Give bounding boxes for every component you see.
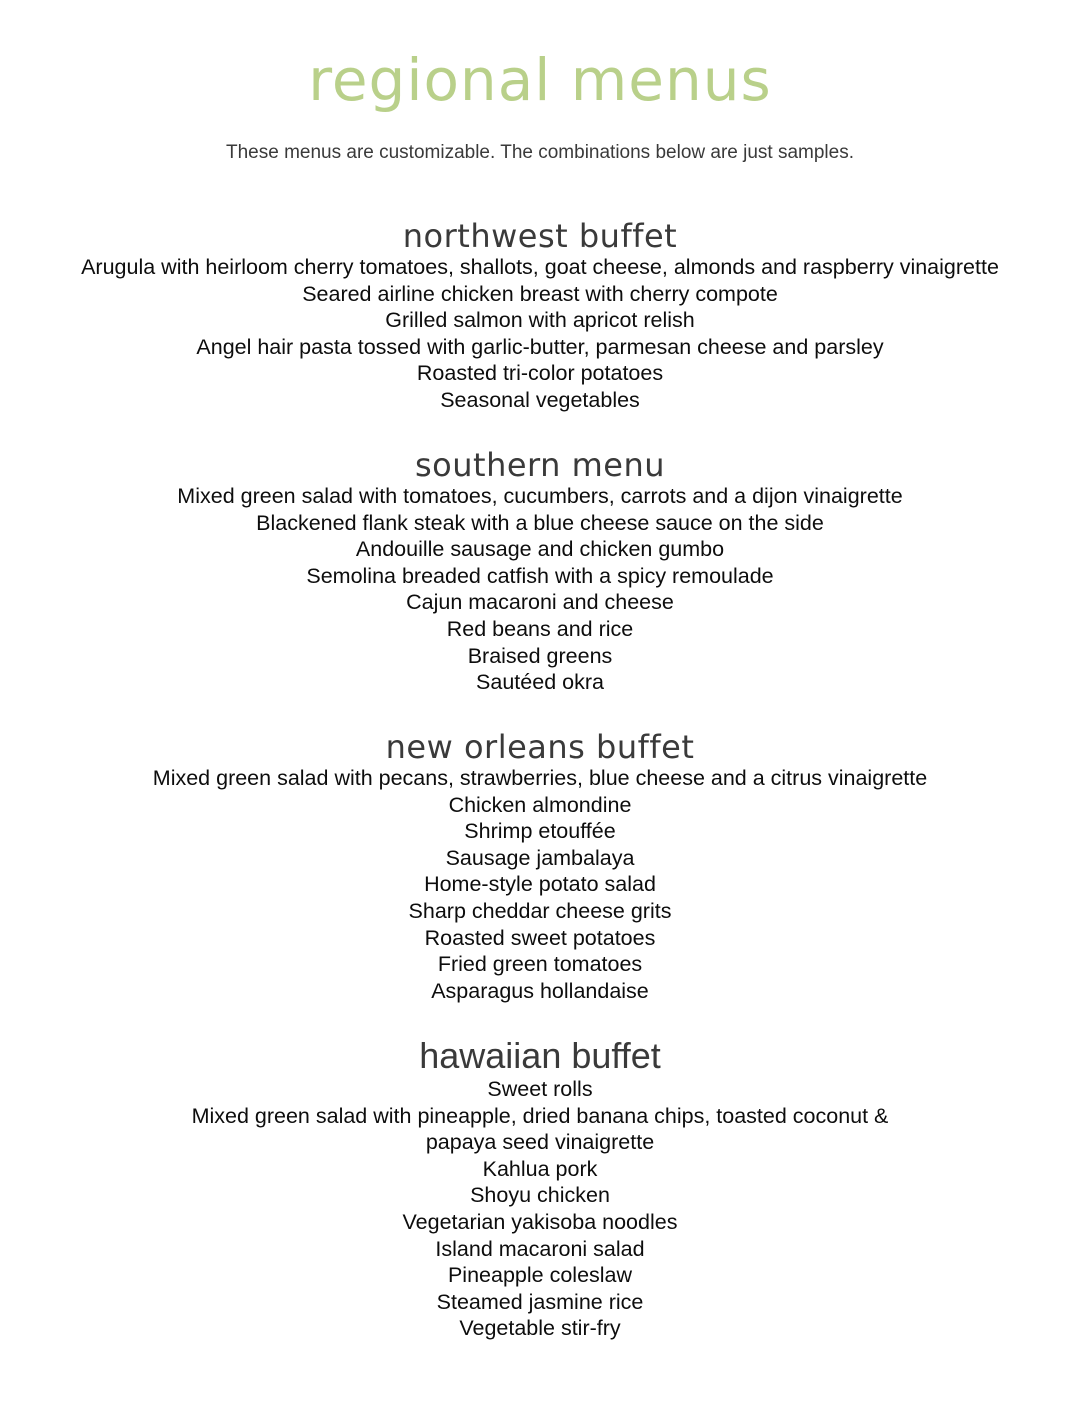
section-new-orleans-buffet <box>0 729 1080 1004</box>
section-title: northwest buffet <box>402 217 678 255</box>
menu-item: Vegetable stir-fry <box>459 1316 621 1341</box>
menu-item: Red beans and rice <box>446 616 634 641</box>
menu-item: Seasonal vegetables <box>440 387 640 412</box>
menu-item-list <box>0 483 1080 696</box>
menu-item: Braised greens <box>467 643 613 668</box>
section-title: southern menu <box>414 446 665 484</box>
menu-item: Home-style potato salad <box>424 872 656 897</box>
section-hawaiian-buffet <box>0 1036 1080 1342</box>
menu-item: Sausage jambalaya <box>445 845 635 870</box>
menu-item: Island macaroni salad <box>435 1236 645 1261</box>
menu-item: Kahlua pork <box>482 1156 598 1181</box>
menu-item: Andouille sausage and chicken gumbo <box>355 537 725 562</box>
menu-item: Steamed jasmine rice <box>436 1289 644 1314</box>
menu-item: Roasted tri-color potatoes <box>416 361 664 386</box>
menu-item: Mixed green salad with tomatoes, cucumbers, carrots and a dijon vinaigrette <box>177 484 903 508</box>
menu-item: Sautéed okra <box>476 670 604 695</box>
section-northwest-buffet <box>0 218 1080 414</box>
menu-item-list <box>0 765 1080 1004</box>
menu-item-list <box>0 254 1080 414</box>
page-title: regional menus <box>308 46 772 114</box>
menu-item: Asparagus hollandaise <box>431 978 649 1003</box>
menu-item: Roasted sweet potatoes <box>424 925 656 950</box>
menu-item: Seared airline chicken breast with cherry compote <box>302 281 778 306</box>
menu-item: Cajun macaroni and cheese <box>406 590 674 615</box>
menu-item: Grilled salmon with apricot relish <box>385 308 695 333</box>
menu-item: Mixed green salad with pecans, strawberries, blue cheese and a citrus vinaigrette <box>152 766 928 790</box>
menu-item: Sweet rolls <box>487 1077 593 1101</box>
menu-item: Shoyu chicken <box>470 1183 610 1208</box>
menu-item-list <box>0 1076 1080 1342</box>
menu-item: Pineapple coleslaw <box>447 1263 633 1288</box>
section-southern-menu <box>0 447 1080 696</box>
menu-item: Semolina breaded catfish with a spicy remoulade <box>306 563 774 588</box>
page-subtitle: These menus are customizable. The combinations below are just samples. <box>225 142 854 163</box>
menu-item: Arugula with heirloom cherry tomatoes, shallots, goat cheese, almonds and raspberry vinaigrette <box>81 255 999 279</box>
section-title: new orleans buffet <box>385 728 695 766</box>
menu-item: Mixed green salad with pineapple, dried banana chips, toasted coconut & papaya seed vinaigrette <box>191 1103 889 1155</box>
section-title: hawaiian buffet <box>419 1035 661 1076</box>
menu-item: Blackened flank steak with a blue cheese sauce on the side <box>256 510 824 535</box>
menu-item: Shrimp etouffée <box>464 819 616 844</box>
menu-item: Vegetarian yakisoba noodles <box>402 1209 678 1234</box>
menu-item: Angel hair pasta tossed with garlic-butter, parmesan cheese and parsley <box>196 334 884 359</box>
menu-item: Chicken almondine <box>448 792 632 817</box>
menu-item: Fried green tomatoes <box>437 952 643 977</box>
menu-item: Sharp cheddar cheese grits <box>408 898 672 923</box>
